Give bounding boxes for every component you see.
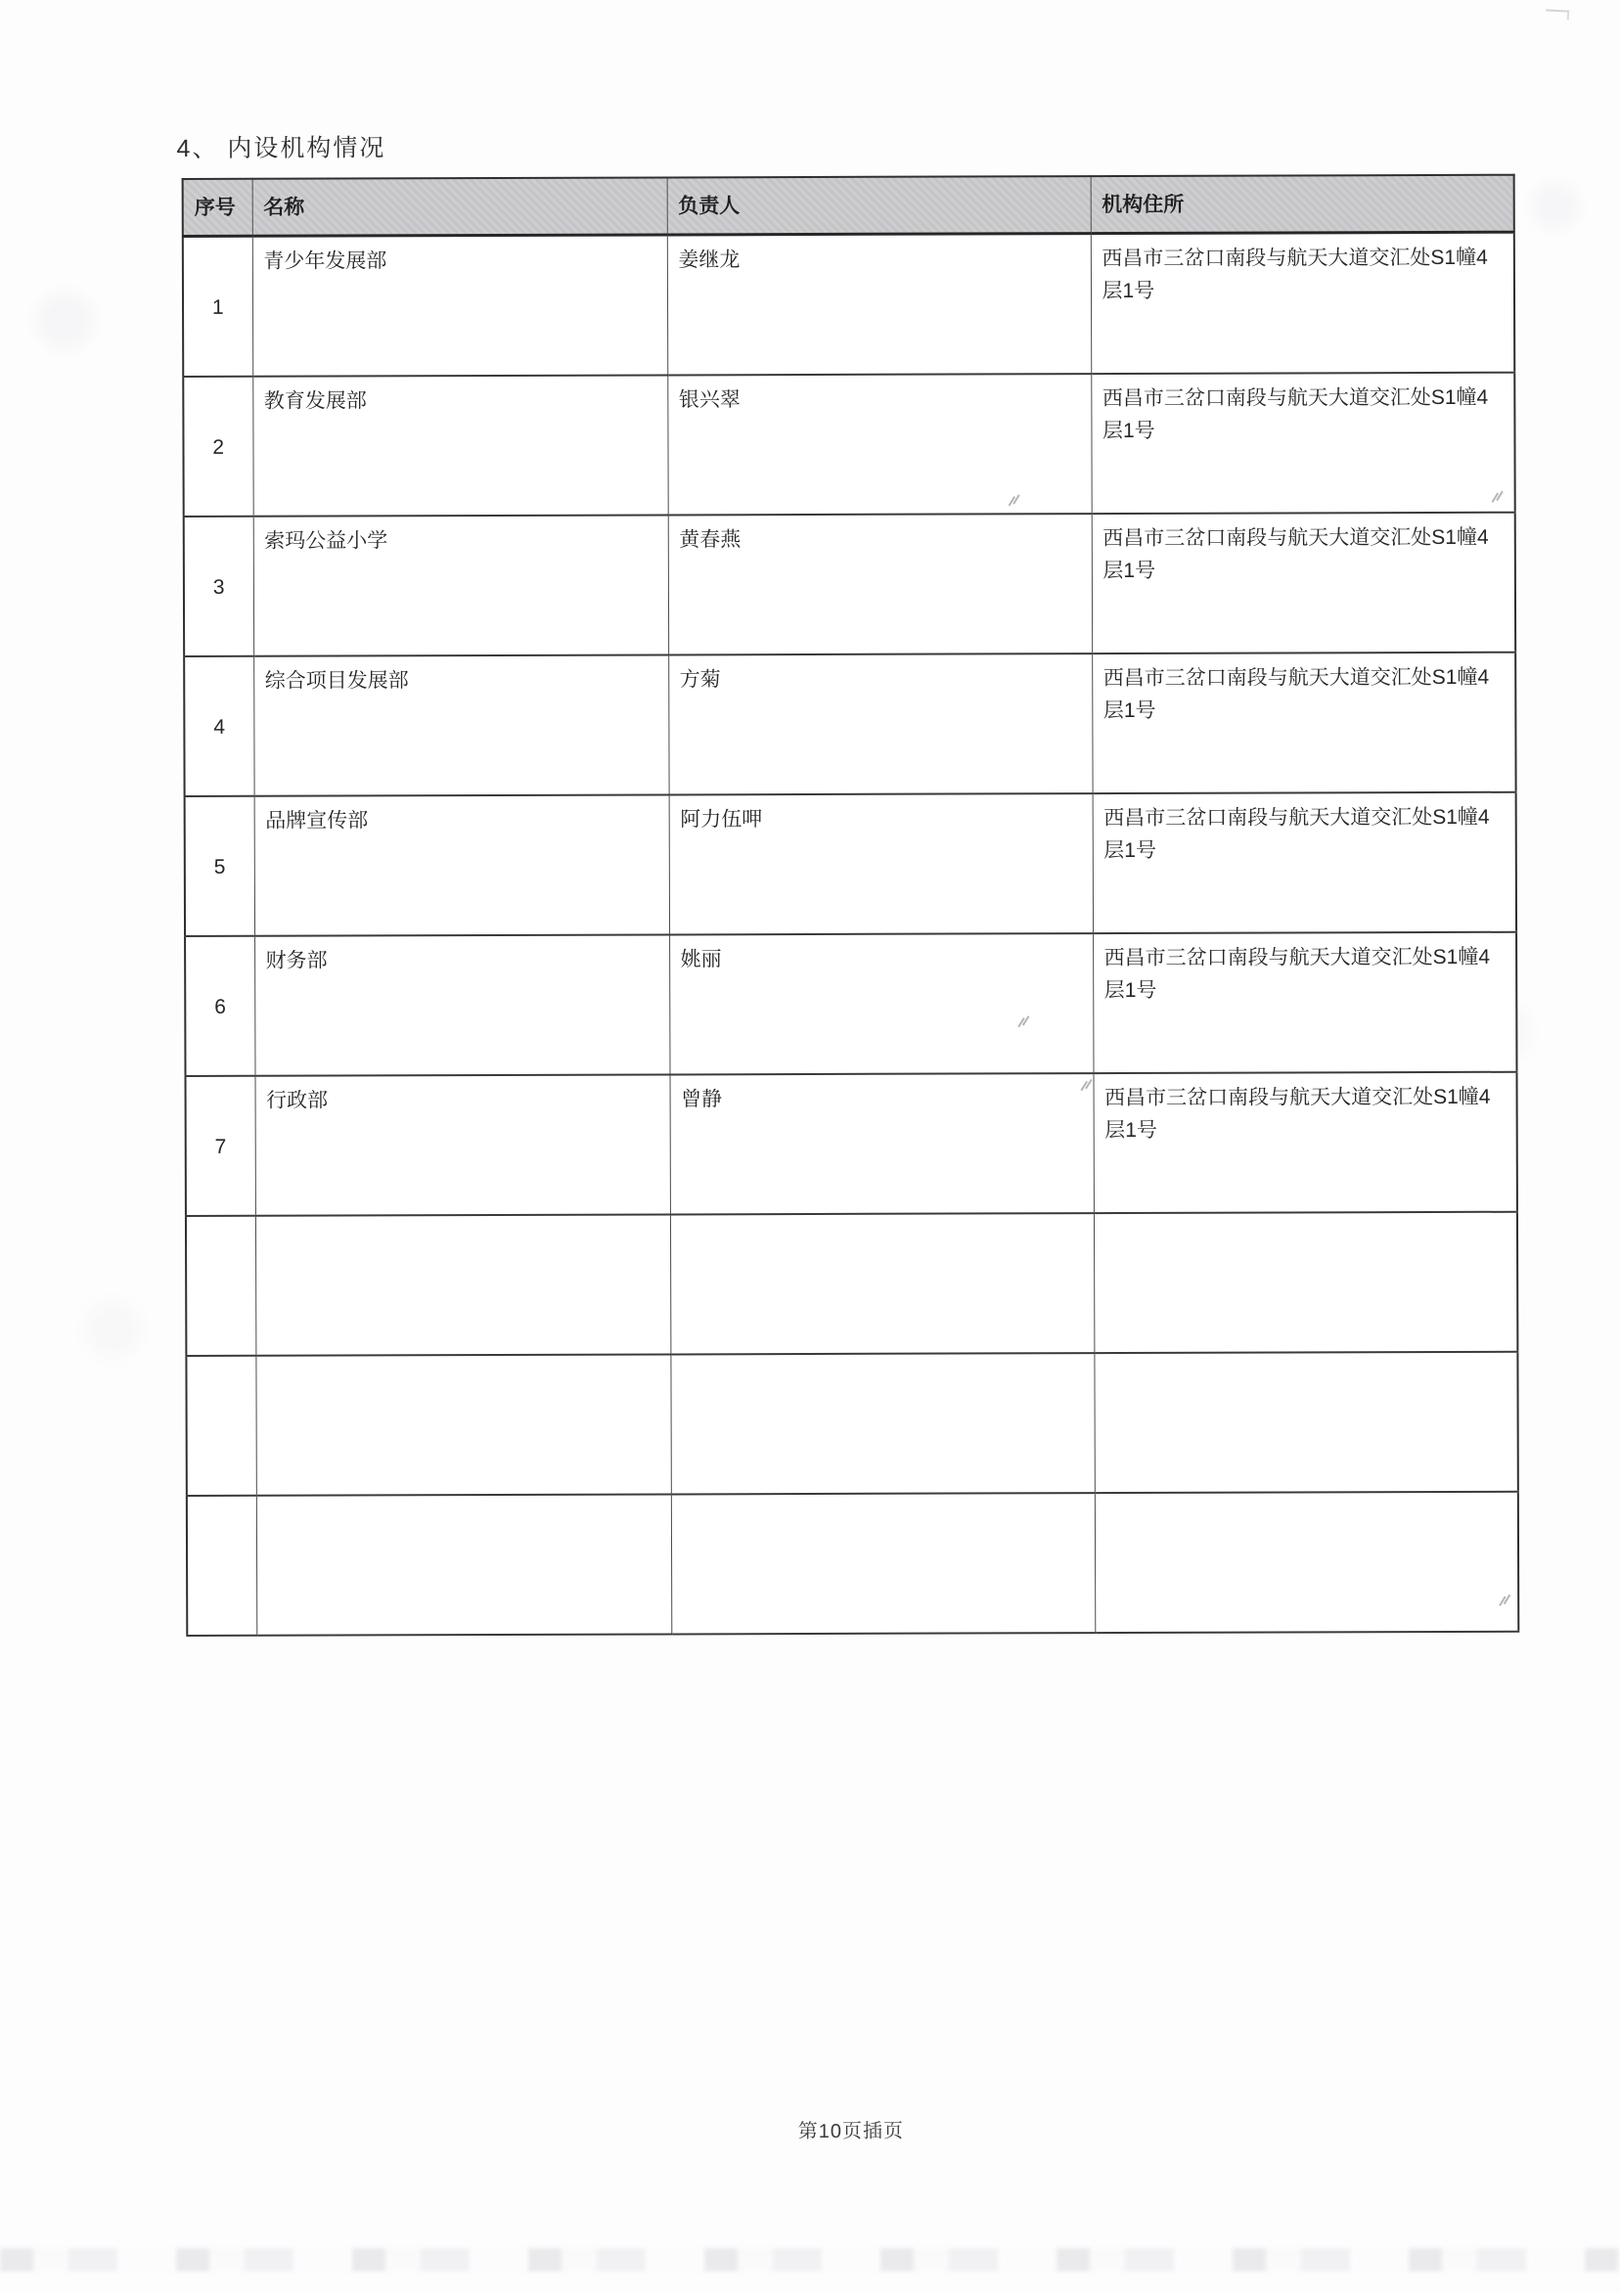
- address-cell: 西昌市三岔口南段与航天大道交汇处S1幢4层1号: [1092, 653, 1515, 793]
- table-row: [187, 1492, 1518, 1636]
- address-cell: 西昌市三岔口南段与航天大道交汇处S1幢4层1号: [1092, 513, 1515, 653]
- leader-cell: 银兴翠: [667, 374, 1091, 515]
- leader-cell: 姜继龙: [667, 234, 1091, 376]
- row-index-cell: 1: [183, 236, 252, 377]
- col-header-index: 序号: [183, 179, 252, 237]
- col-header-leader: 负责人: [667, 176, 1091, 235]
- row-index-cell: 5: [185, 796, 254, 936]
- table-row: [184, 653, 1515, 796]
- address-cell: 西昌市三岔口南段与航天大道交汇处S1幢4层1号: [1093, 932, 1516, 1073]
- leader-cell: 曾静: [670, 1073, 1094, 1214]
- departments-table: [182, 174, 1520, 1637]
- table-row: [186, 1072, 1517, 1216]
- address-cell: [1094, 1212, 1517, 1353]
- org-name-cell: 品牌宣传部: [254, 794, 669, 935]
- row-index-cell: 7: [186, 1076, 255, 1216]
- row-index-cell: [186, 1216, 255, 1356]
- org-name-cell: 教育发展部: [252, 375, 667, 516]
- section-title: 4、 内设机构情况: [176, 134, 386, 163]
- page-footer: 第10页插页: [797, 2120, 905, 2143]
- leader-cell: 方菊: [668, 653, 1092, 794]
- leader-cell: 阿力伍呷: [669, 793, 1093, 934]
- table-row: [183, 373, 1514, 517]
- table-row: [186, 1352, 1517, 1496]
- table-header-row: [183, 175, 1514, 237]
- scan-edge-artifact: [0, 2248, 1620, 2272]
- leader-cell: [670, 1353, 1094, 1494]
- org-name-cell: 行政部: [255, 1074, 670, 1215]
- table-row: [185, 792, 1516, 936]
- table-row: [183, 232, 1514, 377]
- leader-cell: 黄春燕: [668, 514, 1092, 654]
- leader-cell: [671, 1493, 1095, 1634]
- col-header-address: 机构住所: [1091, 175, 1514, 234]
- leader-cell: 姚丽: [669, 933, 1093, 1074]
- org-name-cell: 综合项目发展部: [253, 654, 668, 795]
- row-index-cell: [186, 1356, 255, 1496]
- address-cell: [1094, 1352, 1517, 1493]
- org-name-cell: 财务部: [254, 934, 669, 1075]
- address-cell: 西昌市三岔口南段与航天大道交汇处S1幢4层1号: [1091, 373, 1514, 514]
- table-row: [185, 932, 1516, 1076]
- scan-corner-artifact: [1546, 9, 1569, 20]
- org-name-cell: 青少年发展部: [252, 235, 667, 377]
- row-index-cell: 3: [184, 517, 253, 656]
- address-cell: 西昌市三岔口南段与航天大道交汇处S1幢4层1号: [1091, 232, 1514, 374]
- address-cell: [1095, 1492, 1518, 1633]
- org-name-cell: [256, 1494, 671, 1635]
- org-name-cell: [255, 1354, 670, 1495]
- row-index-cell: 6: [185, 936, 254, 1076]
- row-index-cell: 4: [184, 656, 253, 796]
- row-index-cell: [187, 1496, 256, 1636]
- table-row: [184, 513, 1515, 656]
- org-name-cell: [255, 1214, 670, 1355]
- row-index-cell: 2: [183, 377, 252, 517]
- leader-cell: [670, 1213, 1094, 1354]
- table-row: [186, 1212, 1517, 1356]
- org-name-cell: 索玛公益小学: [253, 515, 668, 655]
- address-cell: 西昌市三岔口南段与航天大道交汇处S1幢4层1号: [1093, 792, 1516, 933]
- col-header-name: 名称: [252, 177, 667, 236]
- address-cell: 西昌市三岔口南段与航天大道交汇处S1幢4层1号: [1094, 1072, 1517, 1213]
